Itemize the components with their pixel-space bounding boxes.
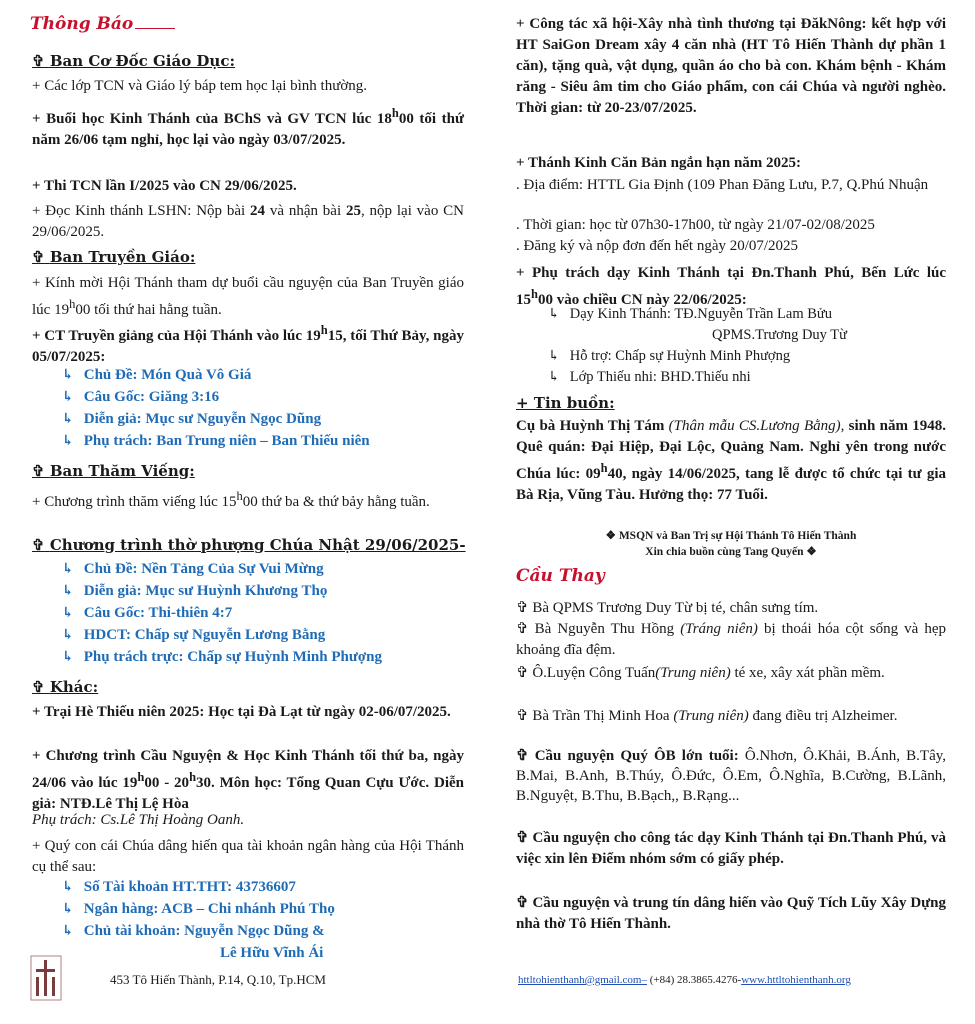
brand-thong-bao: Thông Báo <box>30 14 175 34</box>
prayer-item: ✞ Bà QPMS Trương Duy Từ bị té, chân sưng tím. <box>516 600 819 616</box>
day-kt-item: ↳ Lớp Thiếu nhi: BHD.Thiếu nhi <box>548 369 751 385</box>
tv-line: + Chương trình thăm viếng lúc 15$^h$00 thứ ba & thứ bảy hằng tuần. <box>32 489 430 510</box>
day-kt-heading: + Phụ trách dạy Kinh Thánh tại Đn.Thanh Phú, Bến Lức lúc 15$^h$00 vào chiều CN này 22/06/2025: <box>516 265 946 308</box>
khac-dang-hien: + Quý con cái Chúa dâng hiến qua tài khoản ngân hàng của Hội Thánh cụ thể sau: <box>32 838 464 875</box>
day-kt-item: ↳ Dạy Kinh Thánh: TĐ.Nguyễn Trần Lam Bửu <box>548 306 833 322</box>
xa-hoi-paragraph: + Công tác xã hội-Xây nhà tình thương tại ĐăkNông: kết hợp với HT SaiGon Dream xây 4 căn nhà (HT Tô Hiến Thành dự phần 1 căn), tặng quà, vật dụng, quần áo cho bà con. Khám bệnh - Khám răng - Siêu âm tim cho Giáo phẩm, con cái Chúa và người nghèo. Thời gian: từ 20-23/07/2025. <box>516 16 946 116</box>
tkcb-dang-ky: . Đăng ký và nộp đơn đến hết ngày 20/07/2025 <box>516 238 799 254</box>
tkcb-heading: + Thánh Kinh Căn Bản ngắn hạn năm 2025: <box>516 155 802 171</box>
cdgd-line-3: + Thi TCN lần I/2025 vào CN 29/06/2025. <box>32 178 297 194</box>
tp-item: ↳ Câu Gốc: Thi-thiên 4:7 <box>62 605 233 621</box>
cdgd-line-1: + Các lớp TCN và Giáo lý báp tem học lại bình thường. <box>32 78 368 94</box>
prayer-item: ✞ Bà Trần Thị Minh Hoa (Trung niên) đang điều trị Alzheimer. <box>516 708 898 724</box>
tin-buon-paragraph: Cụ bà Huỳnh Thị Tám (Thân mẫu CS.Lương Bằng), sinh năm 1948. Quê quán: Đại Hiệp, Đại Lộc, Quảng Nam. Nghỉ yên trong nước Chúa lúc: 09$^h$40, ngày 14/06/2025, tang lễ được tổ chức tại tư gia Bà Rịa, Vũng Tàu. Hưởng thọ: 77 Tuổi. <box>516 418 946 503</box>
heading-ban-tham-vieng: ✞ Ban Thăm Viếng: <box>32 462 195 480</box>
email-link[interactable]: httltohienthanh@gmail.com– <box>518 974 647 986</box>
tp-item: ↳ Chủ Đề: Nền Tảng Của Sự Vui Mừng <box>62 561 324 577</box>
bank-item-cont: Lê Hữu Vĩnh Ái <box>220 945 324 961</box>
day-kt-item: ↳ Hỗ trợ: Chấp sự Huỳnh Minh Phượng <box>548 348 791 364</box>
bank-item: ↳ Chủ tài khoản: Nguyễn Ngọc Dũng & <box>62 923 325 939</box>
condolence-line-1: ❖ MSQN và Ban Trị sự Hội Thánh Tô Hiến Thành <box>605 530 857 542</box>
bank-item: ↳ Ngân hàng: ACB – Chi nhánh Phú Thọ <box>62 901 335 917</box>
prayer-elderly: ✞ Cầu nguyện Quý ÔB lớn tuổi: Ô.Nhơn, Ô.Khải, B.Ánh, B.Tây, B.Mai, B.Anh, B.Thúy, Ô.Đức, Ô.Em, Ô.Nghĩa, B.Cường, B.Lãnh, B.Nguyệt, B.Thu, B.Bạch,, B.Rạng... <box>516 748 947 804</box>
prayer-item: ✞ Ô.Luyện Công Tuấn(Trung niên) té xe, xây xát phần mềm. <box>516 665 885 681</box>
heading-ban-co-doc-giao-duc: ✞ Ban Cơ Đốc Giáo Dục: <box>32 52 236 70</box>
tg-item: ↳ Câu Gốc: Giăng 3:16 <box>62 389 220 405</box>
tg-item: ↳ Diễn giả: Mục sư Nguyễn Ngọc Dũng <box>62 411 322 427</box>
cdgd-line-2: + Buổi học Kinh Thánh của BChS và GV TCN lúc 18$^h$00 tối thứ năm 26/06 tạm nghỉ, học lại vào ngày 03/07/2025. <box>32 106 464 148</box>
tkcb-dia-diem: . Địa điểm: HTTL Gia Định (109 Phan Đăng Lưu, P.7, Q.Phú Nhuận <box>516 177 929 193</box>
khac-trai-he: + Trại Hè Thiếu niên 2025: Học tại Đà Lạt từ ngày 02-06/07/2025. <box>32 704 451 720</box>
tp-item: ↳ HDCT: Chấp sự Nguyễn Lương Bằng <box>62 627 326 643</box>
church-logo <box>30 955 62 1005</box>
khac-phu-trach: Phụ trách: Cs.Lê Thị Hoàng Oanh. <box>32 812 245 828</box>
prayer-dang-hien: ✞ Cầu nguyện và trung tín dâng hiến vào Quỹ Tích Lũy Xây Dựng nhà thờ Tô Hiến Thành. <box>516 895 947 932</box>
tkcb-thoi-gian: . Thời gian: học từ 07h30-17h00, từ ngày 21/07-02/08/2025 <box>516 217 875 233</box>
day-kt-item-cont: QPMS.Trương Duy Từ <box>712 327 847 343</box>
heading-chuong-trinh-tho-phuong: ✞ Chương trình thờ phượng Chúa Nhật 29/06/2025- <box>32 536 466 554</box>
tp-item: ↳ Diễn giả: Mục sư Huỳnh Khương Thọ <box>62 583 328 599</box>
tg-item: ↳ Chủ Đề: Món Quà Vô Giá <box>62 367 252 383</box>
tg-line-2: + CT Truyền giảng của Hội Thánh vào lúc 19$^h$15, tối Thứ Bảy, ngày 05/07/2025: <box>32 323 464 365</box>
website-link[interactable]: www.httltohienthanh.org <box>741 974 851 986</box>
heading-ban-truyen-giao: ✞ Ban Truyền Giáo: <box>32 248 196 266</box>
cdgd-line-4: + Đọc Kinh thánh LSHN: Nộp bài 24 và nhận bài 25, nộp lại vào CN 29/06/2025. <box>32 203 464 240</box>
condolence-line-2: Xin chia buồn cùng Tang Quyến ❖ <box>645 546 817 558</box>
tg-line-1: + Kính mời Hội Thánh tham dự buổi cầu nguyện của Ban Truyền giáo lúc 19$^h$00 tối thứ hai hằng tuần. <box>32 275 464 318</box>
khac-cau-nguyen: + Chương trình Cầu Nguyện & Học Kinh Thánh tối thứ ba, ngày 24/06 vào lúc 19$^h$00 - 20$^h$30. Môn học: Tổng Quan Cựu Ước. Diễn giả: NTĐ.Lê Thị Lệ Hòa <box>32 748 464 812</box>
tg-item: ↳ Phụ trách: Ban Trung niên – Ban Thiếu niên <box>62 433 370 449</box>
prayer-day-kt: ✞ Cầu nguyện cho công tác dạy Kinh Thánh tại Đn.Thanh Phú, và việc xin lên Điểm nhóm sớm có giấy phép. <box>516 830 946 867</box>
heading-tin-buon: + Tin buồn: <box>516 394 615 412</box>
brand-cau-thay: Cầu Thay <box>516 566 605 586</box>
footer-address: 453 Tô Hiến Thành, P.14, Q.10, Tp.HCM <box>110 972 326 987</box>
heading-khac: ✞ Khác: <box>32 678 99 696</box>
bank-item: ↳ Số Tài khoản HT.THT: 43736607 <box>62 879 296 895</box>
prayer-item: ✞ Bà Nguyễn Thu Hồng (Tráng niên) bị thoái hóa cột sống và hẹp khoảng đĩa đệm. <box>516 621 947 658</box>
footer-contact: httltohienthanh@gmail.com– (+84) 28.3865.4276-www.httltohienthanh.org <box>518 974 851 986</box>
tp-item: ↳ Phụ trách trực: Chấp sự Huỳnh Minh Phượng <box>62 649 383 665</box>
